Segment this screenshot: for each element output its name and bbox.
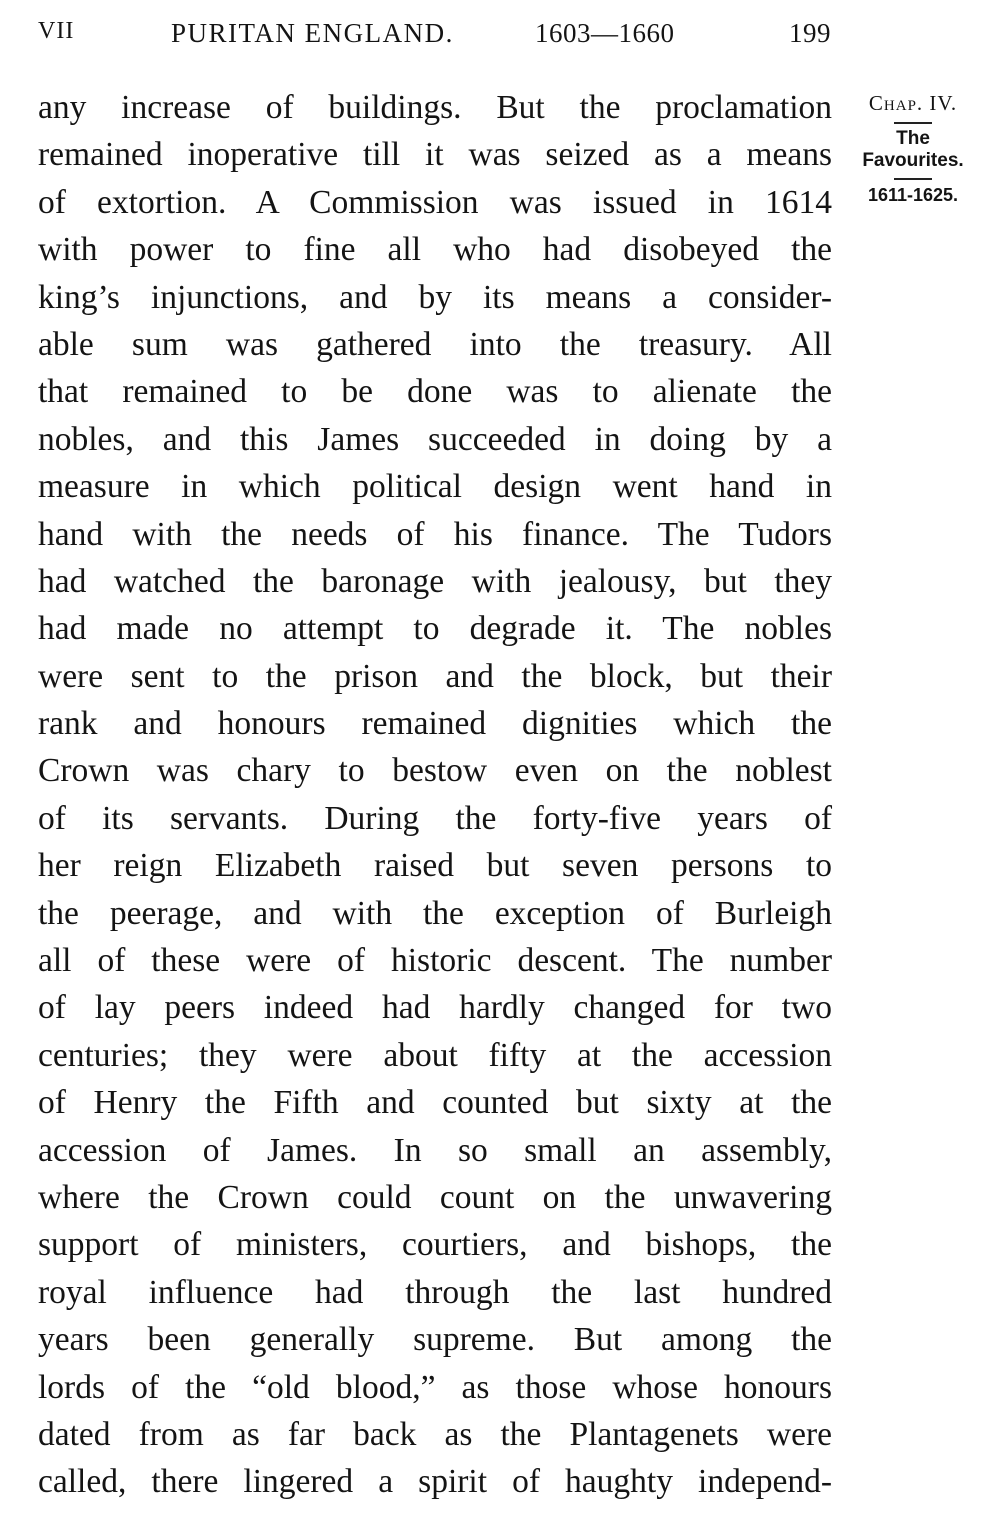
- margin-note-dates: 1611-1625.: [867, 185, 959, 205]
- margin-note-divider: [894, 178, 932, 180]
- margin-note-divider: [894, 122, 932, 124]
- body-paragraph: [38, 84, 832, 1506]
- text-line: where the Crown could count on the unwavering: [38, 1178, 832, 1216]
- text-line: dated from as far back as the Plantagenets were: [38, 1415, 832, 1453]
- margin-note-subject-line1: The: [896, 128, 930, 149]
- margin-note-chapter: Chap. IV.: [868, 91, 958, 115]
- header-date-range: 1603—1660: [535, 18, 675, 48]
- text-line: hand with the needs of his finance. The Tudors: [38, 515, 832, 553]
- text-line: had made no attempt to degrade it. The nobles: [38, 610, 832, 648]
- text-line: nobles, and this James succeeded in doing by a: [38, 420, 832, 458]
- text-line: Crown was chary to bestow even on the noblest: [38, 752, 832, 790]
- text-line: measure in which political design went hand in: [38, 468, 832, 506]
- text-line: accession of James. In so small an assembly,: [38, 1131, 832, 1169]
- margin-note: [848, 90, 978, 206]
- text-line: the peerage, and with the exception of Burleigh: [38, 894, 832, 932]
- text-line: able sum was gathered into the treasury. All: [38, 325, 832, 363]
- header-chapter-number: VII: [38, 18, 75, 44]
- header-book-title: PURITAN ENGLAND.: [171, 18, 454, 48]
- text-line: called, there lingered a spirit of haughty independ-: [38, 1463, 832, 1501]
- margin-note-subject-line2: Favourites.: [862, 150, 964, 171]
- text-line: of Henry the Fifth and counted but sixty at the: [38, 1084, 832, 1122]
- text-line: remained inoperative till it was seized as a means: [38, 136, 832, 174]
- text-line: of lay peers indeed had hardly changed for two: [38, 989, 832, 1027]
- text-line: that remained to be done was to alienate the: [38, 373, 832, 411]
- text-line: royal influence had through the last hundred: [38, 1273, 832, 1311]
- text-line: of extortion. A Commission was issued in 1614: [38, 183, 832, 221]
- text-line: of its servants. During the forty-five years of: [38, 799, 832, 837]
- text-line: with power to fine all who had disobeyed the: [38, 231, 832, 269]
- page-number: 199: [789, 18, 831, 48]
- text-line: rank and honours remained dignities which the: [38, 705, 832, 743]
- text-line: all of these were of historic descent. The number: [38, 942, 832, 980]
- running-header: [38, 18, 833, 54]
- text-line: king’s injunctions, and by its means a consider-: [38, 278, 832, 316]
- text-line: years been generally supreme. But among the: [38, 1321, 832, 1359]
- text-line: lords of the “old blood,” as those whose honours: [38, 1368, 832, 1406]
- text-line: any increase of buildings. But the proclamation: [38, 89, 832, 126]
- text-line: centuries; they were about fifty at the accession: [38, 1036, 832, 1074]
- text-line: had watched the baronage with jealousy, but they: [38, 562, 832, 600]
- text-line: support of ministers, courtiers, and bishops, the: [38, 1226, 832, 1264]
- text-line: were sent to the prison and the block, but their: [38, 657, 832, 695]
- text-line: her reign Elizabeth raised but seven persons to: [38, 847, 832, 885]
